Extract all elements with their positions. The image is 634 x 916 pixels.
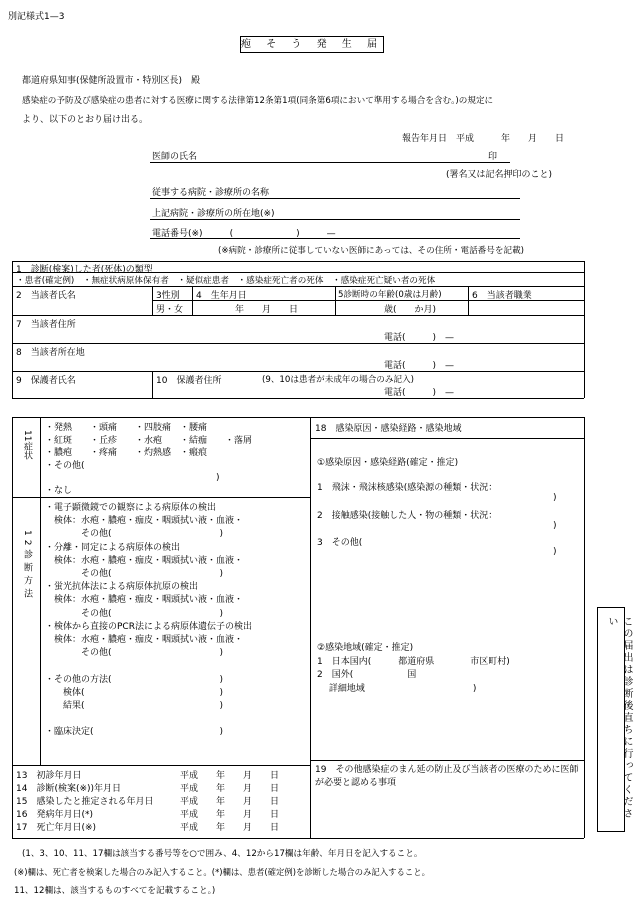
diagnosis-method-row[interactable]: その他( ) xyxy=(45,648,224,659)
diagnosis-method-section-label: 12診断方法 xyxy=(22,530,32,602)
droplet-close: ) xyxy=(553,493,557,503)
guardian-note: (9、10は患者が未成年の場合のみ記入) xyxy=(262,375,415,385)
contact-close: ) xyxy=(553,521,557,531)
diagnosis-method-row[interactable]: 検体：水疱・膿疱・痂皮・咽頭拭い液・血液・ xyxy=(45,516,244,527)
side-note-box xyxy=(597,607,632,832)
doctor-name-underline[interactable] xyxy=(150,162,510,163)
note-non-hospital: (※病院・診療所に従事していない医師にあっては、その住所・電話番号を記載) xyxy=(218,246,525,256)
sex-options[interactable]: 男・女 xyxy=(156,305,184,315)
seal-note: (署名又は記名押印のこと) xyxy=(446,170,553,180)
location-phone[interactable]: 電話( ) — xyxy=(384,361,455,371)
address-phone[interactable]: 電話( ) — xyxy=(384,333,455,343)
intro-line-2: より、以下のとおり届け出る。 xyxy=(22,115,149,125)
patient-name-label: 2 当該者氏名 xyxy=(16,291,76,301)
date-label: 14 診断(検案(※))年月日 xyxy=(16,784,122,794)
footer-note-1: (1、3、10、11、17欄は該当する番号等を○で囲み、4、12から17欄は年齢、年月日を記入すること。 xyxy=(22,849,423,859)
footer-note-3: 11、12欄は、該当するものすべてを記載すること。) xyxy=(14,886,216,896)
report-date[interactable]: 報告年月日 平成 年 月 日 xyxy=(402,134,565,144)
diagnosis-method-row[interactable]: ・電子顕微鏡での観察による病原体の検出 xyxy=(45,503,217,513)
symptom-row[interactable]: ・紅斑 ・丘疹 ・水疱 ・結痂 ・落屑 xyxy=(45,435,253,446)
occupation-label: 6 当該者職業 xyxy=(472,291,532,301)
age-value[interactable]: 歳( か月) xyxy=(384,305,437,315)
infection-area-domestic[interactable]: 1 日本国内( 都道府県 市区町村) xyxy=(317,657,510,667)
date-value[interactable]: 平成 年 月 日 xyxy=(180,810,280,820)
address-label: 7 当該者住所 xyxy=(16,320,76,330)
intro-line-1: 感染症の予防及び感染症の患者に対する医療に関する法律第12条第1項(同条第6項において準用する場合を含む。)の規定に xyxy=(22,96,494,106)
hospital-name-label: 従事する病院・診療所の名称 xyxy=(152,188,270,198)
diagnosis-method-row[interactable]: ・その他の方法( ) xyxy=(45,674,224,685)
birthdate-label: 4 生年月日 xyxy=(196,291,247,301)
date-value[interactable]: 平成 年 月 日 xyxy=(180,797,280,807)
footer-note-2: (※)欄は、死亡者を検案した場合のみ記入すること。(*)欄は、患者(確定例)を診断した場合のみ記入すること。 xyxy=(14,867,431,877)
location-label: 8 当該者所在地 xyxy=(16,348,85,358)
infection-area-abroad[interactable]: 2 国外( 国 xyxy=(317,670,417,680)
diagnosis-method-row[interactable]: その他( ) xyxy=(45,529,224,540)
date-value[interactable]: 平成 年 月 日 xyxy=(180,823,280,833)
date-label: 15 感染したと推定される年月日 xyxy=(16,797,154,807)
form-number: 別記様式1—3 xyxy=(8,12,65,22)
other-infection[interactable]: 3 その他( xyxy=(317,538,363,548)
form-title: 疱 そ う 発 生 届 xyxy=(240,36,384,53)
seal-mark: 印 xyxy=(488,152,498,162)
infection-area-detail[interactable]: 詳細地域 ) xyxy=(317,684,477,694)
guardian-address-label: 10 保護者住所 xyxy=(156,376,222,386)
date-label: 17 死亡年月日(※) xyxy=(16,823,97,833)
contact-infection[interactable]: 2 接触感染(接触した人・物の種類・状況： xyxy=(317,511,498,521)
symptom-row[interactable]: ・なし xyxy=(45,485,73,496)
diagnosis-method-row[interactable]: その他( ) xyxy=(45,569,224,579)
diagnosis-method-row[interactable]: 検体：水疱・膿疱・痂皮・咽頭拭い液・血液・ xyxy=(45,635,244,645)
diagnosis-method-row[interactable]: その他( ) xyxy=(45,608,224,619)
hospital-name-underline[interactable] xyxy=(150,198,520,199)
infection-route-heading: ①感染原因・感染経路(確定・推定) xyxy=(317,458,459,468)
side-note: この届出は診断後直ちに行ってください xyxy=(606,616,632,820)
diagnosis-method-row[interactable]: ・検体から直接のPCR法による病原体遺伝子の検出 xyxy=(45,621,252,632)
infection-area-heading: ②感染地域(確定・推定) xyxy=(317,643,414,653)
doctor-name-label: 医師の氏名 xyxy=(152,152,198,162)
date-label: 13 初診年月日 xyxy=(16,771,82,781)
addressee: 都道府県知事(保健所設置市・特別区長) 殿 xyxy=(22,76,201,86)
symptom-row[interactable]: ・発熱 ・頭痛 ・四肢痛 ・腰痛 xyxy=(45,423,208,433)
date-value[interactable]: 平成 年 月 日 xyxy=(180,784,280,794)
symptom-row[interactable]: ・膿疱 ・疼痛 ・灼熱感 ・瘢痕 xyxy=(45,448,208,458)
date-label: 16 発病年月日(*) xyxy=(16,810,93,820)
guardian-phone[interactable]: 電話( ) — xyxy=(384,388,455,398)
symptom-row[interactable]: ) xyxy=(45,473,220,483)
other-matters[interactable]: 19 その他感染症のまん延の防止及び当該者の医療のために医師が必要と認める事項 xyxy=(315,765,579,788)
type-label: 1 診断(検案)した者(死体)の類型 xyxy=(16,265,153,275)
droplet-infection[interactable]: 1 飛沫・飛沫核感染(感染源の種類・状況： xyxy=(317,483,498,493)
guardian-name-label: 9 保護者氏名 xyxy=(16,376,76,386)
symptom-row[interactable]: ・その他( xyxy=(45,460,85,471)
diagnosis-method-row[interactable]: ・蛍光抗体法による病原体抗原の検出 xyxy=(45,582,199,593)
hospital-address-underline[interactable] xyxy=(150,219,520,220)
hospital-address-label: 上記病院・診療所の所在地(※) xyxy=(152,209,275,219)
age-label: 5診断時の年齢(0歳は月齢) xyxy=(338,290,442,300)
diagnosis-method-row[interactable]: ・臨床決定( ) xyxy=(45,727,224,738)
date-value[interactable]: 平成 年 月 日 xyxy=(180,771,280,781)
diagnosis-method-row[interactable]: ・分離・同定による病原体の検出 xyxy=(45,542,181,553)
type-options[interactable]: ・患者(確定例) ・無症状病原体保有者 ・疑似症患者 ・感染症死亡者の死体 ・感染症死亡疑い者の死体 xyxy=(16,276,436,286)
phone-underline[interactable] xyxy=(150,238,520,239)
sex-label: 3性別 xyxy=(156,291,180,301)
symptoms-section-label: 11症状 xyxy=(22,430,32,460)
birthdate-value[interactable]: 年 月 日 xyxy=(235,305,299,315)
diagnosis-method-row[interactable]: 検体：水疱・膿疱・痂皮・咽頭拭い液・血液・ xyxy=(45,595,244,606)
diagnosis-method-row[interactable]: 検体( ) xyxy=(45,687,224,698)
diagnosis-method-row[interactable]: 検体：水疱・膿疱・痂皮・咽頭拭い液・血液・ xyxy=(45,555,244,566)
diagnosis-method-row[interactable]: 結果( ) xyxy=(45,701,224,711)
infection-source-title: 18 感染原因・感染経路・感染地域 xyxy=(315,424,462,434)
other-close: ) xyxy=(553,547,557,557)
phone-label: 電話番号(※) ( ) — xyxy=(152,229,336,239)
